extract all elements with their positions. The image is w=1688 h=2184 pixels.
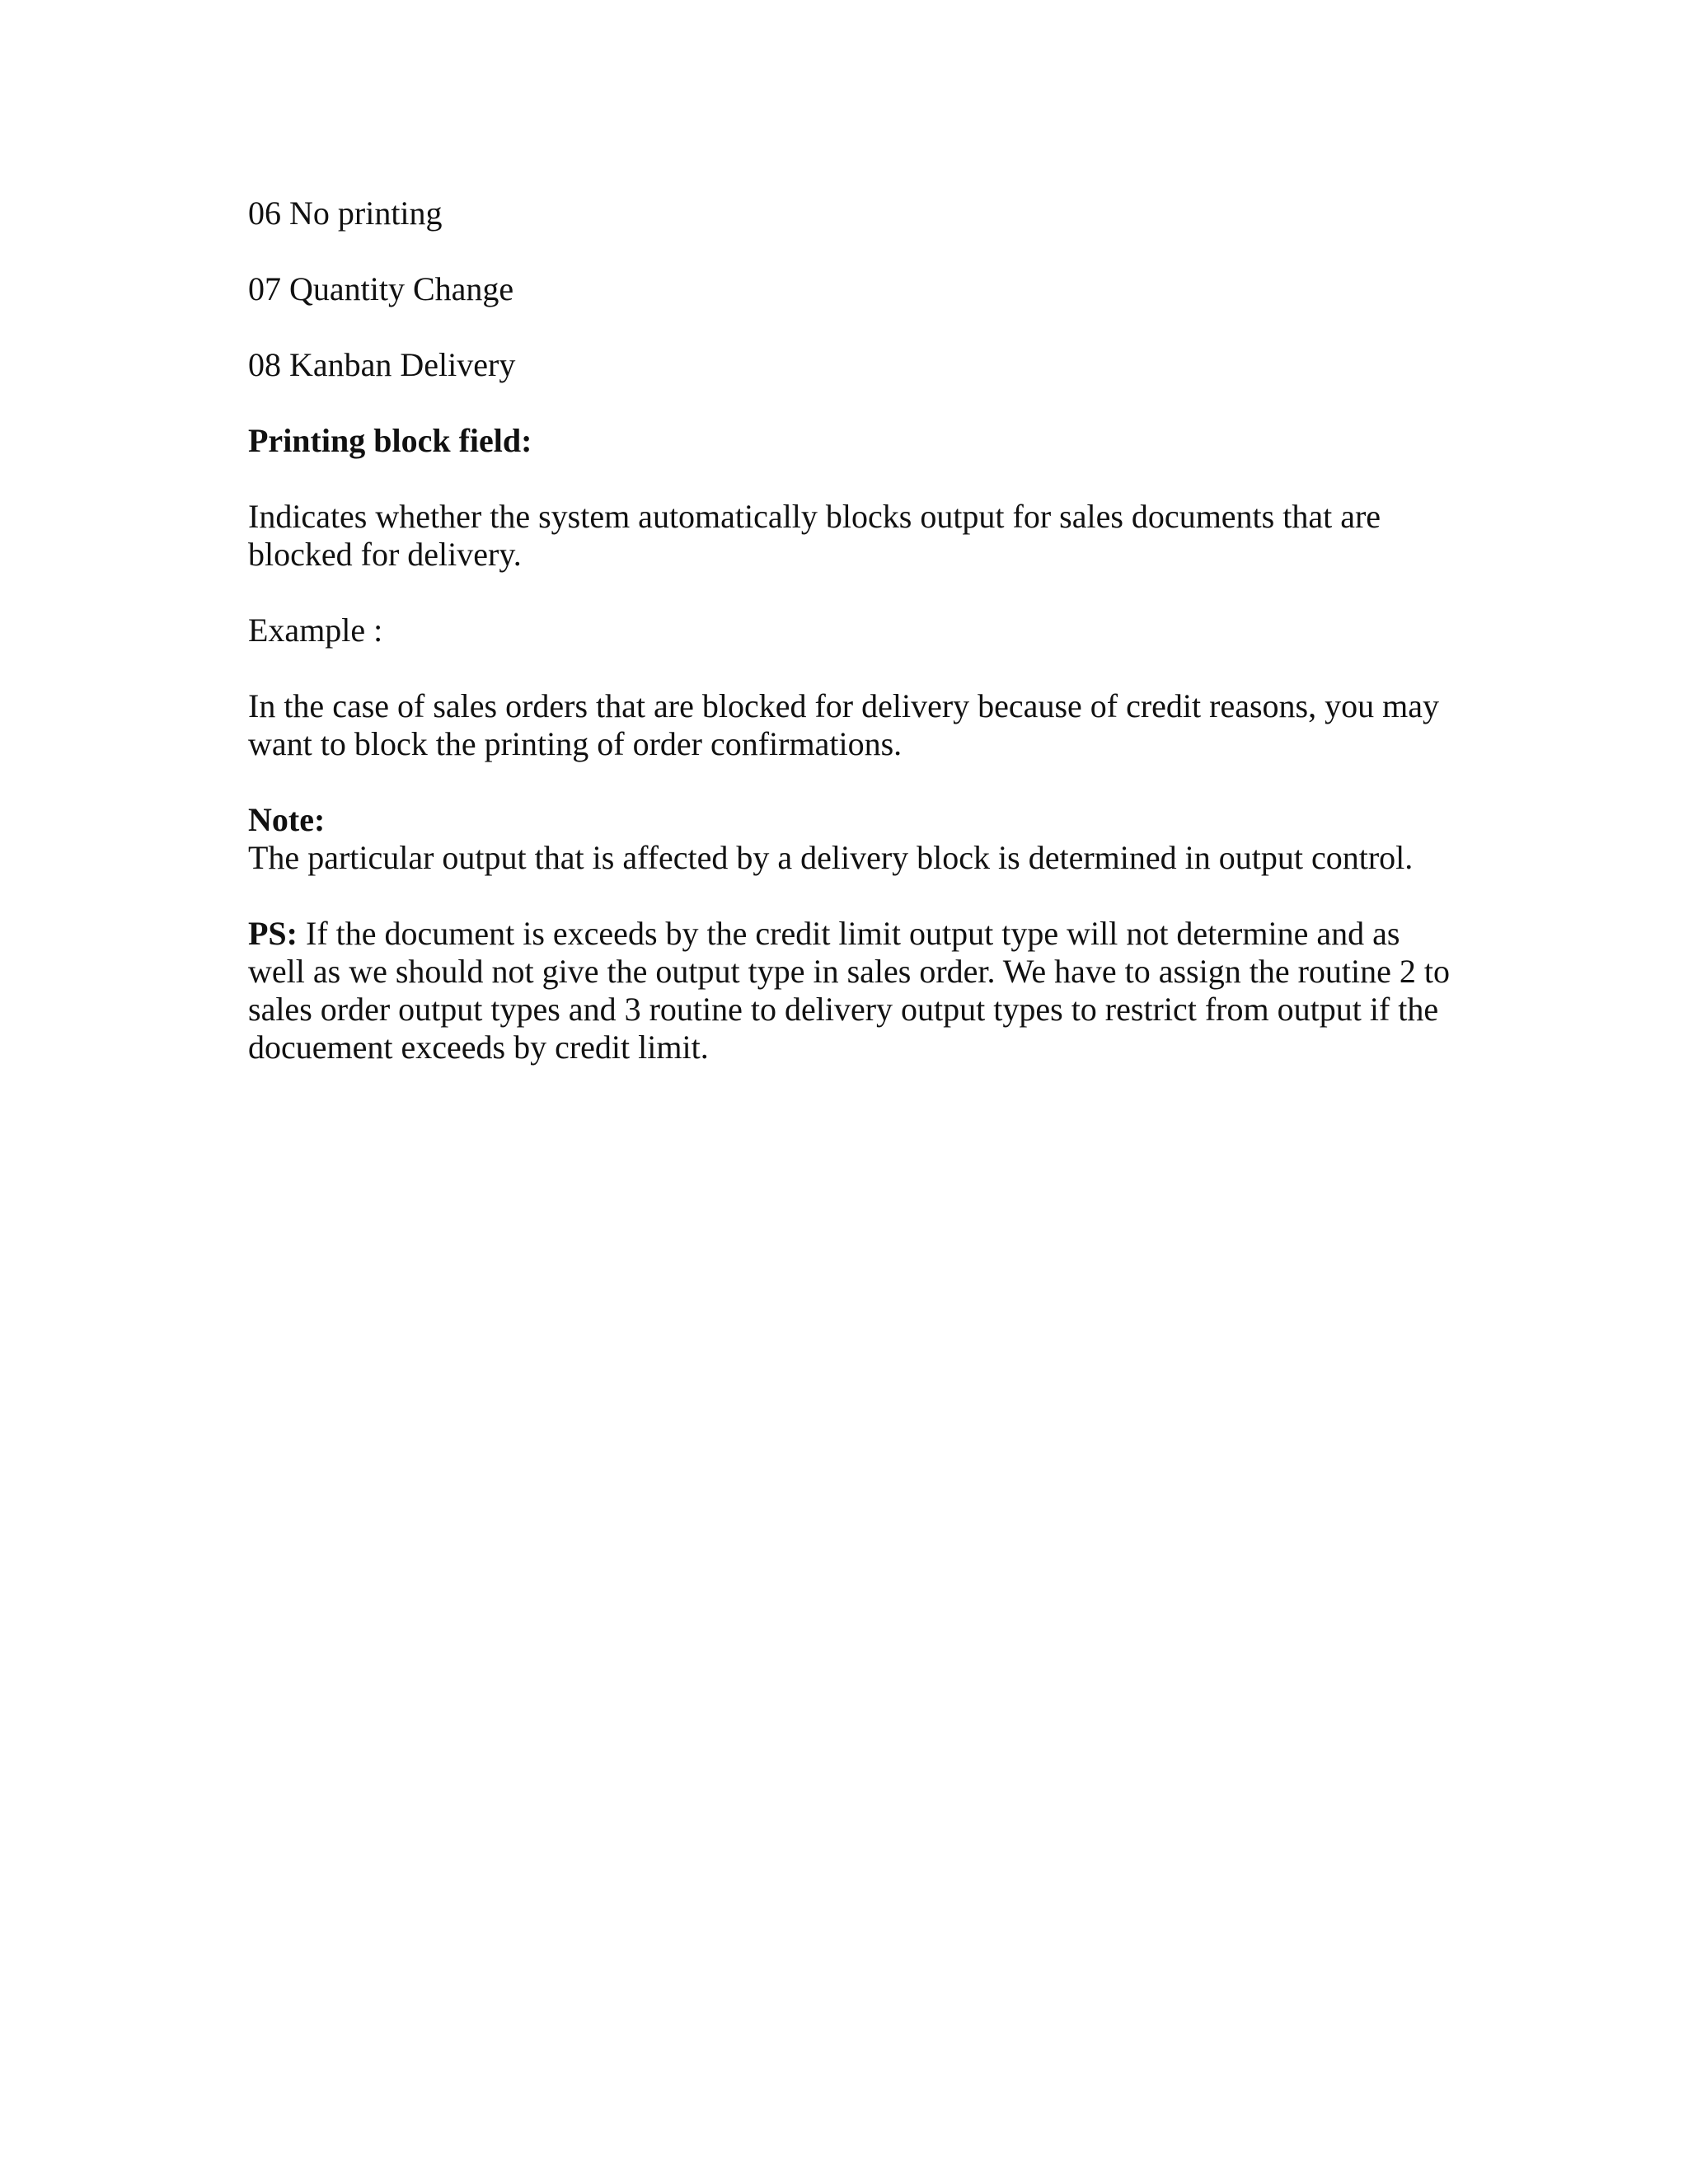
example-label: Example :: [248, 612, 383, 649]
ps-label: PS:: [248, 915, 298, 952]
printing-block-heading: Printing block field:: [248, 422, 532, 459]
example-text: In the case of sales orders that are blocked for delivery because of credit reasons, you may want to block the printing of order confirmations.: [248, 687, 1439, 762]
note-text: The particular output that is affected by a delivery block is determined in output control.: [248, 839, 1414, 876]
code-line-07: 07 Quantity Change: [248, 270, 514, 307]
ps-text: If the document is exceeds by the credit limit output type will not determine and as well as we should not give the output type in sales order. We have to assign the routine 2 to sales order output types and 3 routine to delivery output types to restrict from output if the docuement exceeds by credit limit.: [248, 915, 1450, 1066]
code-line-06: 06 No printing: [248, 194, 443, 232]
ps-paragraph: [248, 915, 1451, 1066]
code-line-08: 08 Kanban Delivery: [248, 346, 516, 383]
note-label: Note:: [248, 801, 326, 838]
printing-block-description: Indicates whether the system automatically blocks output for sales documents that are blocked for delivery.: [248, 498, 1381, 573]
document-page: [248, 194, 1451, 1104]
